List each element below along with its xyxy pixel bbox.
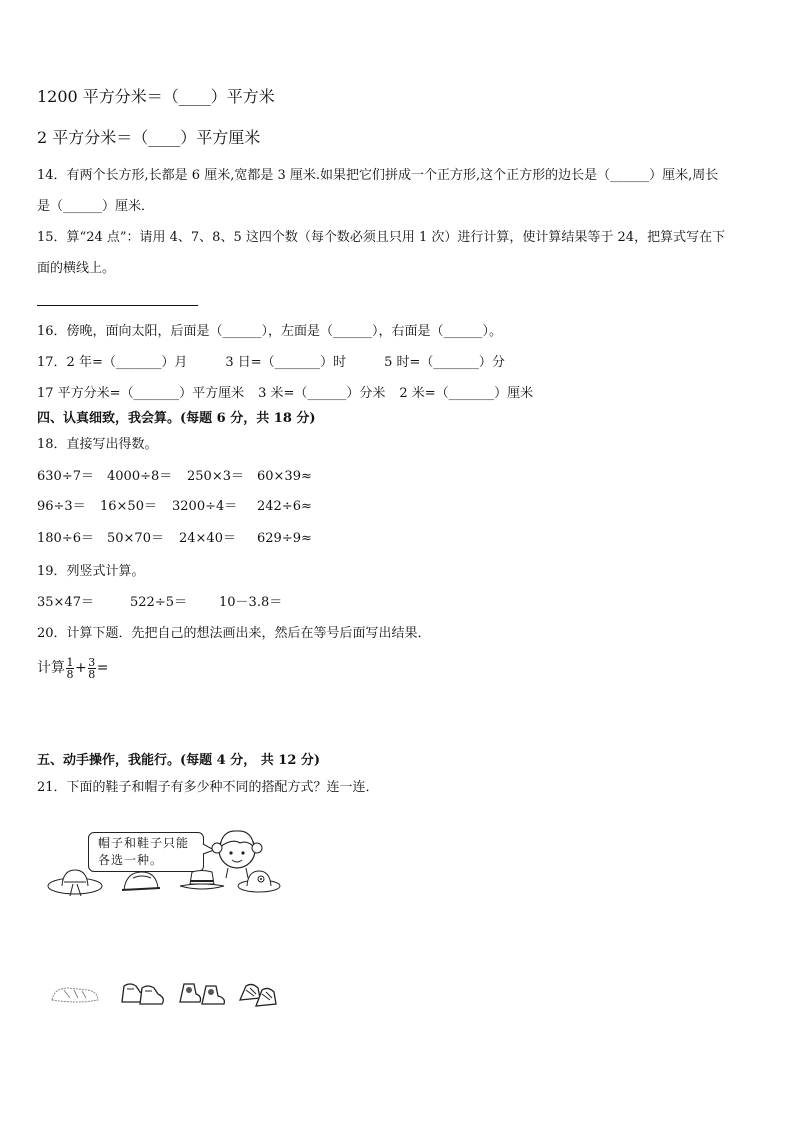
q17-item: 17．2 年=（_______）月 (37, 355, 188, 370)
calc-row (37, 468, 312, 486)
wide-brim-hat-icon (46, 868, 104, 898)
q19-item: 10－3.8＝ (219, 595, 283, 610)
answer-blank-line (37, 305, 198, 306)
calc-item: 630÷7＝ (37, 469, 94, 484)
calc-item: 24×40＝ (179, 531, 236, 546)
sneakers-icon (118, 976, 168, 1008)
q17-item: 5 时=（_______）分 (384, 355, 505, 370)
q17-item: 17 平方分米=（_______）平方厘米 (37, 386, 245, 401)
calc-item: 180÷6＝ (37, 531, 94, 546)
q15-line2: 面的横线上。 (37, 261, 116, 276)
fedora-hat-icon (178, 868, 226, 894)
flower-hat-icon (236, 866, 282, 894)
q17-row2 (37, 385, 533, 403)
numerator: 1 (66, 655, 74, 669)
calc-item: 3200÷4＝ (172, 499, 238, 514)
calc-item: 629÷9≈ (257, 531, 312, 546)
q19-item: 522÷5＝ (130, 595, 187, 610)
q20-prefix: 计算 (37, 660, 65, 676)
calc-item: 250×3＝ (187, 469, 244, 484)
q17-row1 (37, 354, 505, 372)
line-2: 2 平方分米＝（____）平方厘米 (37, 128, 261, 147)
denominator: 8 (66, 667, 74, 681)
q16: 16．傍晚，面向太阳，后面是（______），左面是（______），右面是（______）。 (37, 324, 503, 339)
fraction (88, 657, 96, 680)
line-1200: 1200 平方分米＝（____）平方米 (37, 87, 275, 106)
fraction (66, 657, 74, 680)
numerator: 3 (88, 655, 96, 669)
q19: 19．列竖式计算。 (37, 564, 145, 579)
bubble-line: 帽子和鞋子只能 (98, 836, 190, 850)
boots-icon (176, 976, 228, 1008)
q18: 18．直接写出得数。 (37, 437, 158, 452)
checkered-shoes-icon (236, 978, 280, 1010)
calc-item: 4000÷8＝ (107, 469, 173, 484)
q14-line1: 14．有两个长方形,长都是 6 厘米,宽都是 3 厘米.如果把它们拼成一个正方形,这个正方形的边长是（______）厘米,周长 (37, 168, 719, 183)
calc-item: 60×39≈ (257, 469, 312, 484)
calc-item: 242÷6≈ (257, 499, 312, 514)
calc-item: 96÷3＝ (37, 499, 86, 514)
q20: 20．计算下题．先把自己的想法画出来，然后在等号后面写出结果． (37, 626, 431, 641)
plus-sign: + (75, 660, 87, 676)
speech-bubble (88, 832, 204, 872)
sandal-icon (48, 982, 102, 1008)
bubble-line: 各选一种。 (98, 853, 164, 867)
q14-line2: 是（______）厘米． (37, 199, 155, 214)
calc-row (37, 498, 312, 516)
q20-expression (37, 655, 108, 681)
cap-icon (118, 868, 164, 896)
q17-item: 2 米=（_______）厘米 (399, 386, 534, 401)
section-5-heading: 五、动手操作，我能行。(每题 4 分， 共 12 分) (37, 753, 321, 768)
q17-item: 3 日=（_______）时 (225, 355, 347, 370)
calc-row (37, 530, 312, 548)
equals-sign: = (96, 660, 109, 676)
q19-items (37, 594, 282, 612)
q21: 21．下面的鞋子和帽子有多少种不同的搭配方式？连一连． (37, 780, 379, 795)
q19-item: 35×47＝ (37, 595, 94, 610)
calc-item: 16×50＝ (100, 499, 157, 514)
calc-item: 50×70＝ (107, 531, 164, 546)
q15-line1: 15．算“24 点”：请用 4、7、8、5 这四个数（每个数必须且只用 1 次）进行计算，使计算结果等于 24，把算式写在下 (37, 230, 726, 245)
section-4-heading: 四、认真细致，我会算。(每题 6 分，共 18 分) (37, 411, 316, 426)
denominator: 8 (88, 667, 96, 681)
q17-item: 3 米=（______）分米 (258, 386, 386, 401)
